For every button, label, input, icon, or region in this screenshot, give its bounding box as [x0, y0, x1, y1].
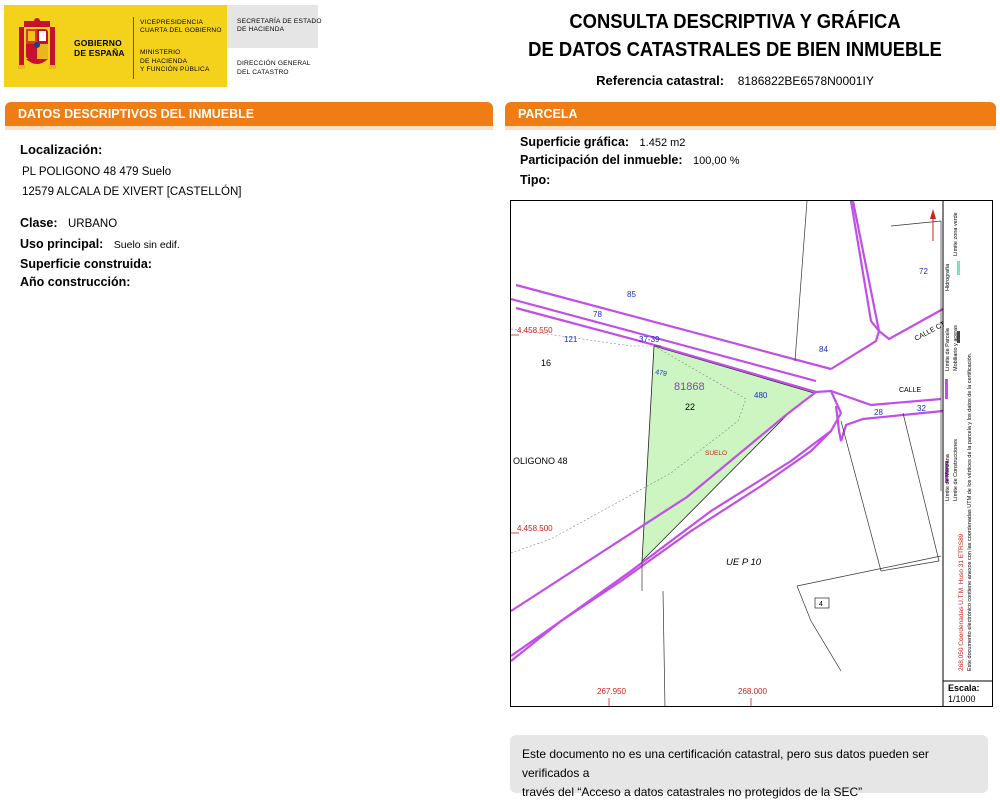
map-label-16: 16 — [541, 358, 552, 368]
map-label-85: 85 — [627, 290, 636, 299]
parcel-polygon — [642, 346, 814, 561]
legend-swatch-construcciones — [945, 379, 948, 399]
legend-coord-note: 268,050 Coordenadas U.T.M. Huso 31 ETRS89 — [958, 533, 965, 671]
title-line2: DE DATOS CATASTRALES DE BIEN INMUEBLE — [528, 39, 942, 61]
map-label-480: 480 — [754, 391, 768, 400]
clase-label: Clase: — [20, 216, 58, 230]
north-arrow-icon — [930, 209, 936, 241]
map-label-84: 84 — [819, 345, 828, 354]
map-label-uep: UE P 10 — [726, 557, 762, 568]
uso-row — [20, 235, 180, 253]
anio-label: Año construcción: — [20, 275, 131, 289]
legend-item3: Límite de Construcciones — [953, 438, 959, 501]
vice-line2: CUARTA DEL GOBIERNO — [140, 27, 222, 34]
section-bar-parcela: PARCELA — [505, 102, 996, 126]
legend-item4: Mobiliario y aceras — [953, 325, 959, 371]
legend-elec-note: Este documento electrónico contiene anexos con las coordenadas UTM de los vértices de la parcela y los datos de la certificación. — [967, 352, 973, 671]
gov-name-line1: GOBIERNO — [74, 38, 122, 48]
section-bar-descriptivos: DATOS DESCRIPTIVOS DEL INMUEBLE — [5, 102, 493, 126]
sec-line2: DE HACIENDA — [237, 26, 285, 33]
uso-label: Uso principal: — [20, 237, 104, 251]
cadastral-map-svg — [511, 201, 993, 707]
coord-y2: 4.458.500 — [517, 524, 553, 533]
map-label-calle-ct: CALLE CT — [913, 320, 947, 343]
tipo-row — [520, 171, 550, 189]
note-line2: través del “Acceso a datos catastrales no protegidos de la SEC” — [522, 785, 863, 799]
map-label-3739: 37-39 — [639, 335, 660, 344]
map-label-4: 4 — [819, 601, 823, 608]
section-bar-shadow — [5, 126, 493, 130]
map-label-calle: CALLE — [899, 387, 922, 394]
min-line2: DE HACIENDA — [140, 57, 188, 65]
sup-grafica-value: 1.452 m2 — [639, 137, 686, 149]
government-logo-block — [4, 5, 227, 87]
title-line1: CONSULTA DESCRIPTIVA Y GRÁFICA — [569, 11, 901, 33]
localizacion-line1: PL POLIGONO 48 479 Suelo — [22, 166, 172, 178]
note-line1: Este documento no es una certificación catastral, pero sus datos pueden ser verificados a — [522, 747, 929, 780]
gov-name — [74, 38, 125, 58]
direccion-label — [237, 60, 311, 77]
legend-item6: Hidrografía — [945, 263, 951, 291]
localizacion-line2: 12579 ALCALA DE XIVERT [CASTELLÓN] — [22, 186, 242, 198]
legend-item5: Límite zona verde — [953, 212, 959, 256]
clase-row — [20, 214, 117, 232]
dir-line2: DEL CATASTRO — [237, 68, 289, 76]
gov-name-line2: DE ESPAÑA — [74, 48, 125, 58]
uso-value: Suelo sin edif. — [113, 239, 180, 251]
scale-value: 1/1000 — [948, 694, 976, 704]
section-bar-shadow — [505, 126, 996, 130]
verification-note — [510, 735, 988, 799]
ref-value: 8186822BE6578N0001IY — [737, 74, 874, 88]
legend-item1: Límite de Manzana — [945, 454, 951, 501]
min-line1: MINISTERIO — [140, 49, 181, 56]
tipo-label: Tipo: — [520, 173, 551, 187]
map-legend — [943, 201, 993, 707]
participacion-label: Participación del inmueble: — [520, 153, 683, 167]
coord-x1: 267.950 — [597, 687, 626, 696]
map-label-28: 28 — [874, 408, 883, 417]
anio-row — [20, 273, 130, 291]
participacion-row — [520, 151, 739, 169]
map-label-78: 78 — [593, 310, 602, 319]
secretaria-label — [237, 18, 322, 34]
sup-grafica-row — [520, 133, 685, 151]
parcel-id-label: 81868 — [674, 381, 705, 393]
coord-x2: 268.000 — [738, 687, 767, 696]
sup-grafica-label: Superficie gráfica: — [520, 135, 630, 149]
dir-line1: DIRECCIÓN GENERAL — [237, 60, 311, 67]
legend-swatch-zona-verde — [957, 261, 960, 275]
gov-divider — [133, 17, 134, 79]
ref-label: Referencia catastral: — [596, 73, 725, 88]
ministerio-label — [140, 49, 210, 75]
coat-of-arms-icon — [18, 17, 56, 75]
superficie-row — [20, 255, 152, 273]
referencia-catastral — [480, 73, 990, 88]
min-line3: Y FUNCIÓN PÚBLICA — [140, 66, 210, 73]
legend-item2: Límite de Parcela — [945, 328, 951, 371]
vice-line1: VICEPRESIDENCIA — [140, 19, 204, 26]
scale-label: Escala: — [948, 683, 980, 693]
coord-y1: 4.458.550 — [517, 326, 553, 335]
map-label-32: 32 — [917, 404, 926, 413]
map-label-22: 22 — [685, 402, 696, 412]
map-label-121: 121 — [564, 335, 578, 344]
localizacion-label: Localización: — [20, 142, 103, 157]
map-label-suelo: SUELO — [705, 450, 728, 457]
superficie-label: Superficie construida: — [20, 257, 152, 271]
participacion-value: 100,00 % — [693, 155, 740, 167]
map-label-poligono: OLIGONO 48 — [513, 456, 568, 466]
page-title — [500, 8, 969, 64]
map-label-72: 72 — [919, 267, 928, 276]
map-label-479: 479 — [654, 369, 668, 378]
cadastral-map — [510, 200, 993, 707]
sec-line1: SECRETARÍA DE ESTADO — [237, 18, 322, 25]
clase-value: URBANO — [67, 218, 118, 230]
vicepresidencia-label — [140, 19, 222, 35]
